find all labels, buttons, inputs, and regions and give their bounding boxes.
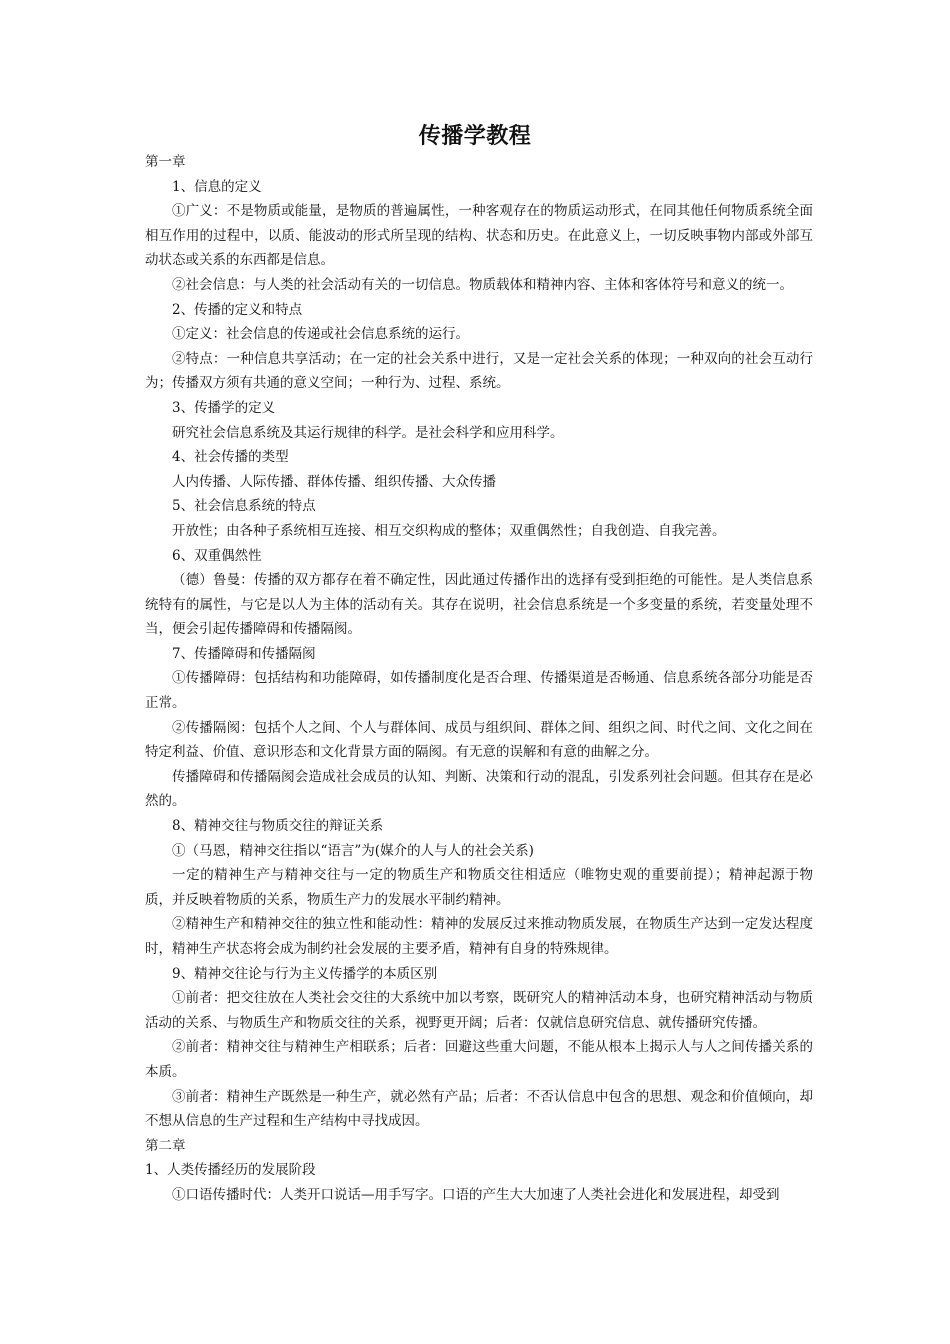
- paragraph: 6、双重偶然性: [172, 547, 262, 564]
- paragraph: ①前者：把交往放在人类社会交往的大系统中加以考察，既研究人的精神活动本身，也研究精神活动与物质活动的关系、与物质生产和物质交往的关系，视野更开阔；后者：仅就信息研究信息、就传播研究传播。: [145, 990, 813, 1031]
- document-title: 传播学教程: [418, 124, 532, 149]
- paragraph: 2、传播的定义和特点: [172, 301, 303, 318]
- paragraph: ③前者：精神生产既然是一种生产，就必然有产品；后者：不否认信息中包含的思想、观念和价值倾向，却不想从信息的生产过程和生产结构中寻找成因。: [145, 1088, 813, 1130]
- paragraph: 1、信息的定义: [172, 178, 262, 195]
- paragraph: 人内传播、人际传播、群体传播、组织传播、大众传播: [172, 473, 496, 490]
- paragraph: ②传播隔阂：包括个人之间、个人与群体间、成员与组织间、群体之间、组织之间、时代之间、文化之间在特定利益、价值、意识形态和文化背景方面的隔阂。有无意的误解和有意的曲解之分。: [145, 719, 813, 761]
- paragraph: ①定义：社会信息的传递或社会信息系统的运行。: [172, 326, 469, 343]
- paragraph: 研究社会信息系统及其运行规律的科学。是社会科学和应用科学。: [172, 424, 564, 441]
- paragraph: ①口语传播时代：人类开口说话—用手写字。口语的产生大大加速了人类社会进化和发展进程，却受到: [172, 1186, 780, 1203]
- paragraph: 5、社会信息系统的特点: [172, 498, 316, 515]
- paragraph: 开放性；由各种子系统相互连接、相互交织构成的整体；双重偶然性；自我创造、自我完善。: [172, 522, 726, 539]
- paragraph: 4、社会传播的类型: [172, 449, 289, 466]
- paragraph: ①（马恩，精神交往指以“语言”为(媒介的人与人的社会关系): [172, 842, 534, 859]
- paragraph: 3、传播学的定义: [172, 399, 276, 416]
- chapter-heading: 第一章: [145, 154, 186, 170]
- paragraph: 9、精神交往论与行为主义传播学的本质区别: [172, 965, 438, 982]
- paragraph: 8、精神交往与物质交往的辩证关系: [172, 818, 384, 835]
- paragraph: ②特点：一种信息共享活动；在一定的社会关系中进行，又是一定社会关系的体现；一种双向的社会互动行为；传播双方须有共通的意义空间；一种行为、过程、系统。: [145, 350, 813, 392]
- paragraph: ②前者：精神交往与精神生产相联系；后者：回避这些重大问题，不能从根本上揭示人与人之间传播关系的本质。: [145, 1039, 813, 1080]
- chapter-heading: 第二章: [145, 1137, 186, 1154]
- paragraph: 传播障碍和传播隔阂会造成社会成员的认知、判断、决策和行动的混乱，引发系列社会问题。但其存在是必然的。: [145, 768, 813, 810]
- paragraph: ②精神生产和精神交往的独立性和能动性：精神的发展反过来推动物质发展，在物质生产达到一定发达程度时，精神生产状态将会成为制约社会发展的主要矛盾，精神有自身的特殊规律。: [145, 916, 813, 957]
- document-body: [145, 150, 813, 1208]
- paragraph: 1、人类传播经历的发展阶段: [145, 1162, 316, 1179]
- paragraph: 7、传播障碍和传播隔阂: [172, 645, 316, 662]
- paragraph: （德）鲁曼：传播的双方都存在着不确定性，因此通过传播作出的选择有受到拒绝的可能性。是人类信息系统特有的属性，与它是以人为主体的活动有关。其存在说明，社会信息系统是一个多变量的系统，若变量处理不当，便会引起传播障碍和传播隔阂。: [145, 572, 813, 638]
- paragraph: ①广义：不是物质或能量，是物质的普遍属性，一种客观存在的物质运动形式，在同其他任何物质系统全面相互作用的过程中，以质、能波动的形式所呈现的结构、状态和历史。在此意义上，一切反映事物内部或外部互动状态或关系的东西都是信息。: [145, 203, 813, 269]
- paragraph: ①传播障碍：包括结构和功能障碍，如传播制度化是否合理、传播渠道是否畅通、信息系统各部分功能是否正常。: [145, 670, 813, 712]
- paragraph: ②社会信息：与人类的社会活动有关的一切信息。物质载体和精神内容、主体和客体符号和意义的统一。: [172, 276, 793, 293]
- paragraph: 一定的精神生产与精神交往与一定的物质生产和物质交往相适应（唯物史观的重要前提）；精神起源于物质，并反映着物质的关系，物质生产力的发展水平制约精神。: [145, 867, 813, 908]
